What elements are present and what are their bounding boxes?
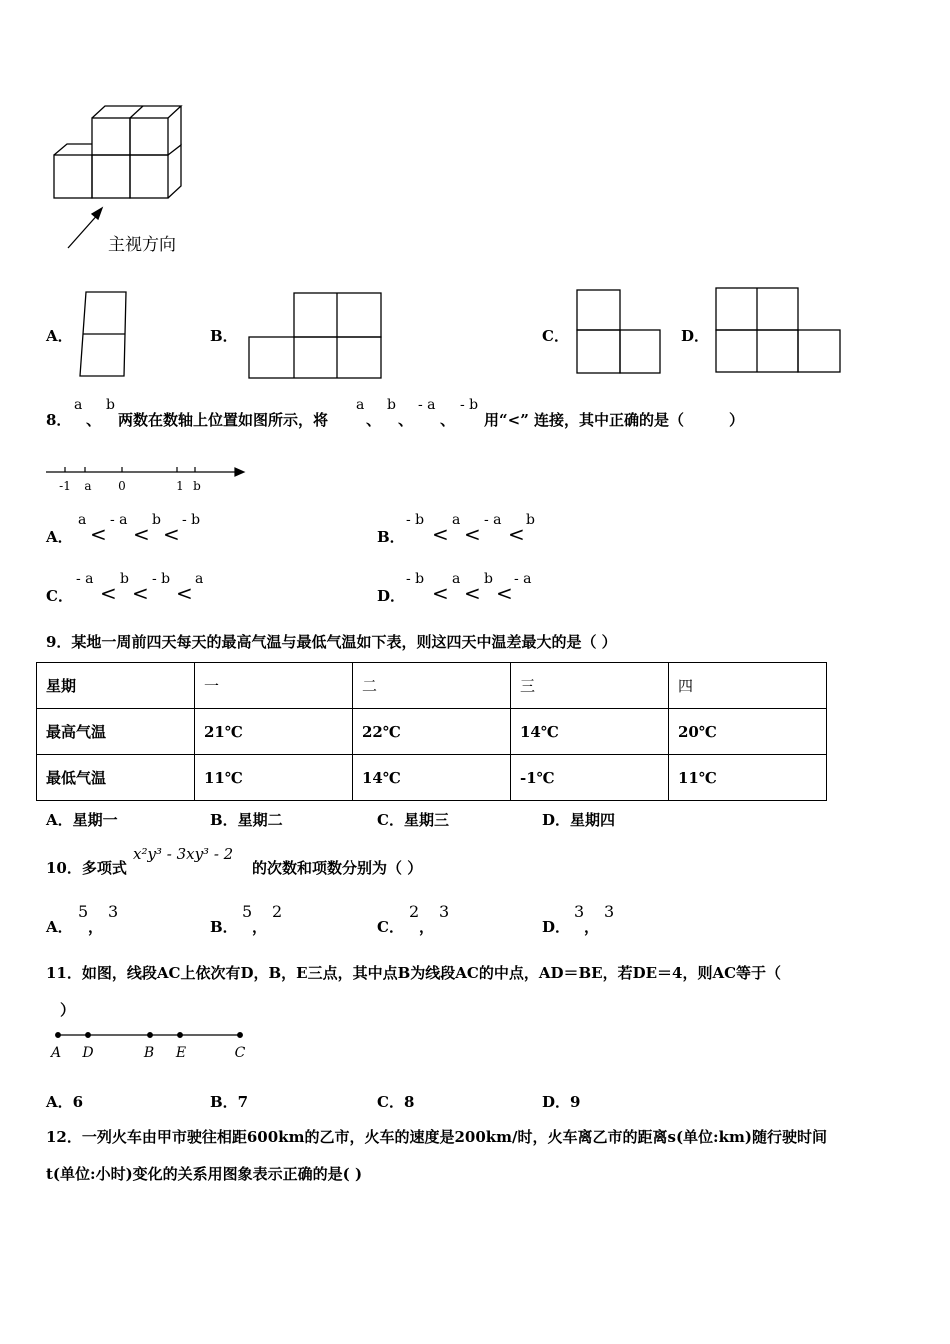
less-than: <	[432, 581, 449, 605]
q8-sep2: 、	[366, 411, 382, 429]
q10-option-label: B．	[210, 918, 238, 936]
q8-text1: 两数在数轴上位置如图所示，将	[118, 411, 329, 429]
q10-value: 3	[604, 902, 615, 921]
q12-question-line1: 12．一列火车由甲市驶往相距600km的乙市，火车的速度是200km/时，火车离乙市的距离s(单位:km)随行驶时间	[46, 1128, 827, 1146]
q10-value: 5	[78, 902, 89, 921]
table-cell: 21℃	[195, 709, 353, 755]
q8-term: - b	[152, 571, 171, 587]
q8-option-label: D．	[377, 587, 406, 605]
tick-label: 1	[176, 479, 184, 493]
q11-option-d[interactable]: D．9	[542, 1093, 581, 1111]
table-row	[37, 709, 827, 755]
q7-option-d-figure	[713, 286, 845, 376]
point-label: B	[143, 1045, 155, 1061]
tick-label: b	[193, 479, 201, 493]
table-row	[37, 755, 827, 801]
q10-comma: ，	[419, 918, 435, 936]
q10-value: 2	[409, 902, 420, 921]
point-label: D	[82, 1045, 94, 1061]
q10-tail: 的次数和项数分别为（ ）	[252, 859, 423, 877]
table-cell: 14℃	[353, 755, 511, 801]
q8-term: a	[452, 512, 461, 528]
table-cell: 三	[511, 663, 669, 709]
less-than: <	[90, 522, 107, 546]
q8-term: - b	[406, 512, 425, 528]
q8-term: - a	[514, 571, 532, 587]
q8-term: - a	[484, 512, 502, 528]
q10-comma: ，	[252, 918, 268, 936]
segment-figure	[46, 1026, 256, 1066]
q8-option-label: A．	[46, 528, 73, 546]
q8-term: b	[120, 571, 129, 587]
q11-question-line2: ）	[60, 1001, 76, 1019]
q9-option-b[interactable]: B．星期二	[210, 811, 283, 829]
q8-term: b	[526, 512, 535, 528]
q8-number: 8．	[46, 411, 72, 429]
q8-var-neg-b: - b	[460, 397, 479, 413]
point-label: E	[175, 1045, 187, 1061]
q8-text2: 用“<” 连接，其中正确的是（ ）	[484, 411, 745, 429]
table-cell: 二	[353, 663, 511, 709]
q8-term: a	[452, 571, 461, 587]
table-cell: 22℃	[353, 709, 511, 755]
q7-option-d-label[interactable]: D．	[681, 327, 710, 345]
q8-option-label: B．	[377, 528, 405, 546]
q8-term: a	[78, 512, 87, 528]
q8-option-label: C．	[46, 587, 73, 605]
q11-option-b[interactable]: B．7	[210, 1093, 249, 1111]
q10-value: 3	[439, 902, 450, 921]
q8-term: - b	[182, 512, 201, 528]
q10-option-label: A．	[46, 918, 73, 936]
temperature-table	[36, 662, 827, 801]
tick-label: 0	[118, 479, 126, 493]
tick-label: a	[84, 479, 92, 493]
table-cell: -1℃	[511, 755, 669, 801]
number-line	[44, 460, 254, 500]
less-than: <	[464, 581, 481, 605]
table-row	[37, 663, 827, 709]
table-cell: 11℃	[669, 755, 827, 801]
table-cell: 11℃	[195, 755, 353, 801]
q10-polynomial: x²y³ - 3xy³ - 2	[133, 845, 234, 863]
less-than: <	[464, 522, 481, 546]
q8-var-neg-a: - a	[418, 397, 436, 413]
q11-question-line1: 11．如图，线段AC上依次有D，B，E三点，其中点B为线段AC的中点，AD＝BE，若DE＝4，则AC等于（	[46, 964, 782, 982]
less-than: <	[496, 581, 513, 605]
q9-option-a[interactable]: A．星期一	[46, 811, 118, 829]
q8-var-a2: a	[356, 397, 365, 413]
less-than: <	[432, 522, 449, 546]
tick-label: -1	[59, 479, 71, 493]
point-label: C	[234, 1045, 246, 1061]
q8-term: b	[484, 571, 493, 587]
less-than: <	[133, 522, 150, 546]
q10-value: 3	[574, 902, 585, 921]
less-than: <	[508, 522, 525, 546]
q8-term: - a	[110, 512, 128, 528]
q9-question: 9．某地一周前四天每天的最高气温与最低气温如下表，则这四天中温差最大的是（ ）	[46, 633, 617, 651]
view-direction-label: 主视方向	[108, 235, 176, 255]
q8-var-a: a	[74, 397, 83, 413]
q8-sep: 、	[86, 411, 102, 429]
q7-option-c-label[interactable]: C．	[542, 327, 569, 345]
q10-comma: ，	[88, 918, 104, 936]
q8-term: a	[195, 571, 204, 587]
q10-number: 10．多项式	[46, 859, 127, 877]
q7-option-b-figure	[246, 290, 386, 382]
q10-option-label: C．	[377, 918, 404, 936]
less-than: <	[176, 581, 193, 605]
table-cell: 最低气温	[37, 755, 195, 801]
q7-option-b-label[interactable]: B．	[210, 327, 238, 345]
table-cell: 星期	[37, 663, 195, 709]
q8-term: b	[152, 512, 161, 528]
q7-option-c-figure	[574, 288, 664, 376]
q8-sep3: 、	[398, 411, 414, 429]
q11-option-a[interactable]: A．6	[46, 1093, 84, 1111]
q10-value: 2	[272, 902, 283, 921]
q11-option-c[interactable]: C．8	[377, 1093, 415, 1111]
table-cell: 14℃	[511, 709, 669, 755]
q9-option-c[interactable]: C．星期三	[377, 811, 449, 829]
q8-sep4: 、	[440, 411, 456, 429]
q10-value: 3	[108, 902, 119, 921]
q7-option-a-label[interactable]: A．	[46, 327, 73, 345]
table-cell: 20℃	[669, 709, 827, 755]
point-label: A	[50, 1045, 62, 1061]
q8-var-b: b	[106, 397, 115, 413]
table-cell: 最高气温	[37, 709, 195, 755]
q8-var-b2: b	[387, 397, 396, 413]
q10-value: 5	[242, 902, 253, 921]
less-than: <	[100, 581, 117, 605]
q8-term: - b	[406, 571, 425, 587]
q7-option-a-figure	[78, 290, 130, 380]
less-than: <	[132, 581, 149, 605]
q10-option-label: D．	[542, 918, 571, 936]
q8-term: - a	[76, 571, 94, 587]
table-cell: 四	[669, 663, 827, 709]
table-cell: 一	[195, 663, 353, 709]
q9-option-d[interactable]: D．星期四	[542, 811, 616, 829]
q10-comma: ，	[584, 918, 600, 936]
q12-question-line2: t(单位:小时)变化的关系用图象表示正确的是( )	[46, 1165, 363, 1183]
less-than: <	[163, 522, 180, 546]
